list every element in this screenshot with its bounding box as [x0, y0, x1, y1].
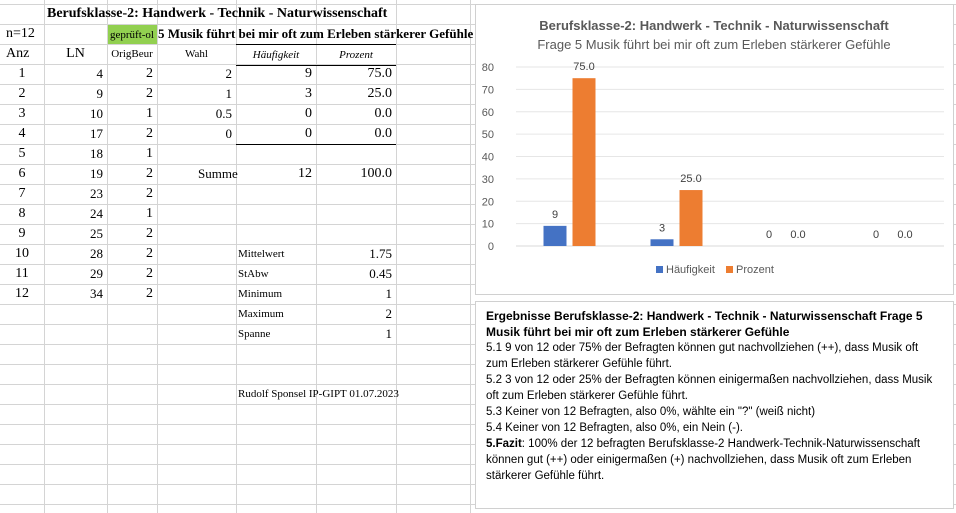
table-row-ln: 24: [90, 206, 103, 221]
stat-label: Maximum: [238, 308, 284, 320]
col-header-origbeur: OrigBeur: [111, 48, 153, 60]
author-note: Rudolf Sponsel IP-GIPT 01.07.2023: [238, 388, 399, 400]
fazit-text: : 100% der 12 befragten Berufsklasse-2 Handwerk-Technik-Naturwissenschaft können gut (++) oder einigermaßen (+) nachvollziehen, dass Musik oft zum Erleben stärkerer Gefühle führt.: [486, 438, 921, 482]
freq-prozent: 0.0: [374, 106, 392, 121]
chart-panel[interactable]: [475, 4, 954, 295]
table-row-anz: 11: [15, 266, 29, 281]
stat-label: Minimum: [238, 288, 283, 300]
bar-prozent-1: [573, 78, 596, 246]
table-row-anz: 10: [15, 246, 29, 261]
col-header-wahl: Wahl: [185, 48, 208, 60]
stat-value: 0.45: [369, 266, 392, 281]
table-row-anz: 6: [18, 166, 26, 181]
table-row-ln: 34: [90, 286, 103, 301]
y-tick-label: 10: [481, 218, 494, 231]
freq-prozent: 0.0: [374, 126, 392, 141]
table-row-orig: 1: [146, 146, 153, 161]
table-row-ln: 28: [90, 246, 103, 261]
table-row-orig: 2: [146, 86, 153, 101]
table-row-ln: 4: [96, 66, 103, 81]
table-row-ln: 19: [90, 166, 103, 181]
stat-value: 1: [385, 286, 392, 301]
y-tick-label: 30: [481, 173, 494, 186]
fazit-label: 5.Fazit: [486, 438, 522, 450]
col-header-haeufigkeit: Häufigkeit: [236, 44, 316, 66]
stat-label: StAbw: [238, 268, 269, 280]
stat-value: 2: [385, 306, 392, 321]
freq-haeufigkeit: 0: [305, 126, 312, 141]
bar-chart: [476, 5, 953, 294]
result-line: 5.3 Keiner von 12 Befragten, also 0%, wählte ein "?" (weiß nicht): [486, 406, 816, 418]
checked-cell[interactable]: geprüft-ol: [108, 25, 157, 44]
table-row-ln: 18: [90, 146, 103, 161]
data-label: 0: [872, 229, 880, 241]
data-label: 3: [658, 222, 666, 235]
freq-wahl: 0: [225, 126, 232, 141]
y-tick-label: 0: [487, 241, 494, 253]
table-row-anz: 1: [18, 66, 26, 81]
table-row-ln: 29: [90, 266, 103, 281]
y-tick-label: 50: [481, 129, 494, 142]
bar-h-ufigkeit-1: [544, 226, 567, 246]
chart-title: Berufsklasse-2: Handwerk - Technik - Naturwissenschaft: [539, 18, 889, 33]
bar-h-ufigkeit-2: [651, 239, 674, 246]
freq-haeufigkeit: 3: [305, 86, 312, 101]
n-label: n=12: [6, 26, 35, 41]
result-line: 5.4 Keiner von 12 Befragten, also 0%, ein Nein (-).: [486, 422, 743, 434]
legend-label: Prozent: [736, 264, 774, 276]
table-row-anz: 4: [18, 126, 26, 141]
table-row-anz: 12: [15, 286, 29, 301]
results-textbox[interactable]: [475, 301, 954, 509]
data-label: 75.0: [573, 61, 595, 74]
col-header-prozent: Prozent: [316, 44, 396, 66]
table-row-orig: 2: [146, 166, 153, 181]
legend-label: Häufigkeit: [666, 264, 715, 276]
legend-swatch: [726, 266, 733, 273]
stat-label: Mittelwert: [238, 248, 285, 260]
table-row-anz: 3: [18, 106, 26, 121]
freq-wahl: 1: [225, 86, 232, 101]
y-tick-label: 60: [481, 106, 494, 119]
table-row-orig: 2: [146, 126, 153, 141]
data-label: 0.0: [897, 229, 913, 241]
bar-prozent-2: [680, 190, 703, 246]
chart-subtitle: Frage 5 Musik führt bei mir oft zum Erleben stärkerer Gefühle: [537, 37, 891, 52]
result-fazit: [486, 436, 943, 484]
result-line: 5.2 3 von 12 oder 25% der Befragten können einigermaßen nachvollziehen, dass Musik oft zum Erleben stärkerer Gefühle führt.: [486, 374, 933, 402]
summe-prozent: 100.0: [360, 166, 392, 181]
results-heading: Ergebnisse Berufsklasse-2: Handwerk - Technik - Naturwissenschaft Frage 5 Musik führt bei mir oft zum Erleben stärkerer Gefühle: [486, 309, 923, 339]
summe-haeufigkeit: 12: [298, 166, 312, 181]
freq-prozent: 25.0: [367, 86, 392, 101]
result-line: 5.1 9 von 12 oder 75% der Befragten können gut nachvollziehen (++), dass Musik oft zum Erleben stärkerer Gefühle führt.: [486, 342, 919, 370]
table-row-anz: 8: [18, 206, 26, 221]
freq-wahl: 2: [225, 66, 232, 81]
y-tick-label: 80: [481, 62, 494, 74]
freq-haeufigkeit: 9: [305, 66, 312, 81]
table-row-orig: 2: [146, 246, 153, 261]
table-row-orig: 1: [146, 106, 153, 121]
y-tick-label: 70: [481, 84, 494, 97]
data-label: 0.0: [790, 229, 806, 241]
table-row-orig: 2: [146, 226, 153, 241]
table-row-ln: 23: [90, 186, 103, 201]
freq-prozent: 75.0: [367, 66, 392, 81]
table-row-ln: 17: [90, 126, 103, 141]
sheet-title: Berufsklasse-2: Handwerk - Technik - Naturwissenschaft: [47, 6, 388, 21]
freq-haeufigkeit: 0: [305, 106, 312, 121]
table-row-ln: 25: [90, 226, 103, 241]
data-label: 25.0: [680, 173, 702, 186]
y-tick-label: 20: [481, 196, 494, 209]
stat-label: Spanne: [238, 328, 271, 340]
table-row-anz: 2: [18, 86, 26, 101]
table-row-ln: 9: [96, 86, 103, 101]
legend-swatch: [656, 266, 663, 273]
table-row-anz: 7: [18, 186, 26, 201]
stat-value: 1: [385, 326, 392, 341]
col-header-anz: Anz: [6, 46, 30, 61]
freq-wahl: 0.5: [215, 106, 232, 121]
table-row-orig: 2: [146, 266, 153, 281]
table-row-orig: 2: [146, 186, 153, 201]
table-row-orig: 1: [146, 206, 153, 221]
table-row-orig: 2: [146, 286, 153, 301]
stat-value: 1.75: [369, 246, 392, 261]
data-label: 9: [551, 208, 559, 221]
table-row-orig: 2: [146, 66, 153, 81]
chart-legend: [656, 264, 774, 276]
col-header-ln: LN: [66, 46, 85, 61]
y-tick-label: 40: [481, 151, 494, 164]
table-row-anz: 9: [18, 226, 26, 241]
table-row-ln: 10: [90, 106, 103, 121]
data-label: 0: [765, 229, 773, 241]
table-row-anz: 5: [18, 146, 26, 161]
summe-label: Summe: [198, 166, 238, 181]
question-header: 5 Musik führt bei mir oft zum Erleben stärkerer Gefühle: [158, 26, 474, 41]
